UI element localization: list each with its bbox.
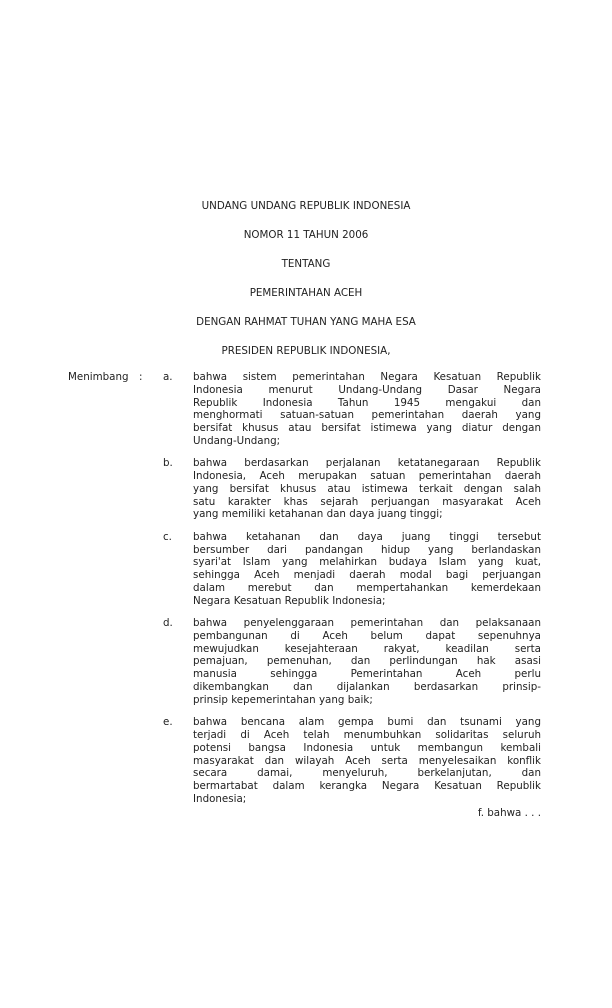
item-text-line: menghormati satuan-satuan pemerintahan daerah yang xyxy=(193,409,541,422)
law-subject: PEMERINTAHAN ACEH xyxy=(249,287,363,299)
item-text-line: terjadi di Aceh telah menumbuhkan solidaritas seluruh xyxy=(193,728,541,741)
considering-label: Menimbang xyxy=(68,371,129,383)
item-text-line: Republik Indonesia Tahun 1945 mengakui dan xyxy=(193,396,541,409)
item-text-line: Negara Kesatuan Republik Indonesia; xyxy=(193,594,386,607)
item-text-line: potensi bangsa Indonesia untuk membangun kembali xyxy=(193,741,541,754)
next-page-continuation: f. bahwa . . . xyxy=(477,807,541,819)
preamble-invocation: DENGAN RAHMAT TUHAN YANG MAHA ESA xyxy=(196,316,416,328)
item-text-line: bahwa sistem pemerintahan Negara Kesatuan Republik xyxy=(193,371,541,383)
item-letter: a. xyxy=(163,371,173,383)
item-text-line: mewujudkan kesejahteraan rakyat, keadilan serta xyxy=(193,642,541,655)
item-text-line: dikembangkan dan dijalankan berdasarkan prinsip- xyxy=(193,681,541,694)
item-text-line: bahwa penyelenggaraan pemerintahan dan pelaksanaan xyxy=(193,617,541,630)
item-text-line: prinsip kepemerintahan yang baik; xyxy=(193,693,373,706)
item-text-line: Indonesia; xyxy=(193,792,247,805)
item-text-line: bersumber dari pandangan hidup yang berlandaskan xyxy=(193,543,541,556)
item-letter: d. xyxy=(163,617,173,630)
item-text-line: satu karakter khas sejarah perjuangan masyarakat Aceh xyxy=(193,495,541,508)
law-number: NOMOR 11 TAHUN 2006 xyxy=(243,229,369,241)
item-text-line: Undang-Undang; xyxy=(193,434,281,447)
item-text-line: sehingga Aceh menjadi daerah modal bagi perjuangan xyxy=(193,569,541,582)
item-text-line: Indonesia, Aceh merupakan satuan pemerintahan daerah xyxy=(193,470,541,483)
item-letter: b. xyxy=(163,457,173,470)
item-text-line: pembangunan di Aceh belum dapat sepenuhnya xyxy=(193,629,541,642)
president-line: PRESIDEN REPUBLIK INDONESIA, xyxy=(221,345,391,357)
item-letter: c. xyxy=(163,530,172,543)
item-text-line: bersifat khusus atau bersifat istimewa yang diatur dengan xyxy=(193,422,541,435)
item-text-line: secara damai, menyeluruh, berkelanjutan, dan xyxy=(193,767,541,780)
item-text-line: bahwa bencana alam gempa bumi dan tsunami yang xyxy=(193,716,541,729)
item-text-line: bahwa berdasarkan perjalanan ketatanegaraan Republik xyxy=(193,457,541,470)
item-text-line: pemajuan, pemenuhan, dan perlindungan hak asasi xyxy=(193,655,541,668)
item-text-line: masyarakat dan wilayah Aceh serta menyelesaikan konflik xyxy=(193,754,541,767)
item-letter: e. xyxy=(163,716,173,729)
considering-colon: : xyxy=(139,371,143,383)
item-text xyxy=(193,457,541,521)
item-text-line: bahwa ketahanan dan daya juang tinggi tersebut xyxy=(193,530,541,543)
item-text xyxy=(193,617,541,707)
about-label: TENTANG xyxy=(281,258,331,270)
item-text-line: Indonesia menurut Undang-Undang Dasar Negara xyxy=(193,383,541,396)
item-text-line: syari'at Islam yang melahirkan budaya Islam yang kuat, xyxy=(193,556,541,569)
law-title: UNDANG UNDANG REPUBLIK INDONESIA xyxy=(201,200,411,212)
item-text-line: yang memiliki ketahanan dan daya juang tinggi; xyxy=(193,508,443,521)
item-text xyxy=(193,716,541,806)
item-text xyxy=(193,531,541,608)
item-text xyxy=(193,371,541,448)
item-text-line: manusia sehingga Pemerintahan Aceh perlu xyxy=(193,668,541,681)
item-text-line: dalam merebut dan mempertahankan kemerdekaan xyxy=(193,581,541,594)
item-text-line: yang bersifat khusus atau istimewa terkait dengan salah xyxy=(193,482,541,495)
item-text-line: bermartabat dalam kerangka Negara Kesatuan Republik xyxy=(193,780,541,793)
